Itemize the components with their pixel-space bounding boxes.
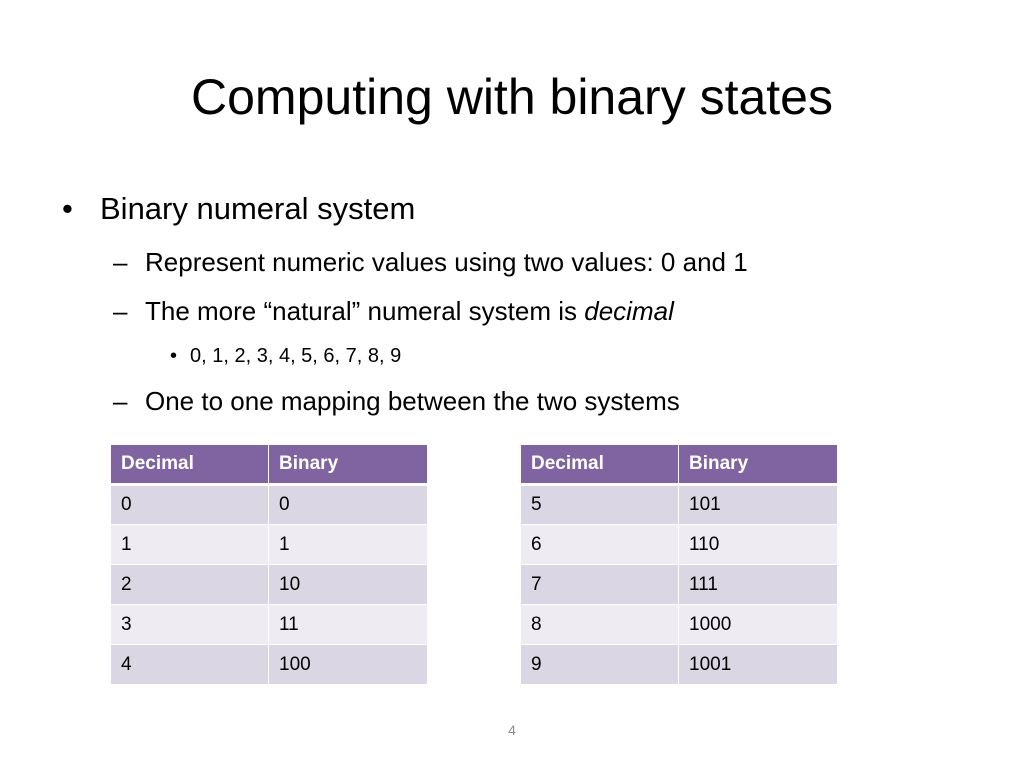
table-row xyxy=(111,485,428,525)
mapping-table-left xyxy=(110,444,428,685)
decimal-cell: 0 xyxy=(111,485,269,525)
bullet-represent-values: Represent numeric values using two values: 0 and 1 xyxy=(145,247,748,277)
table-row xyxy=(521,565,838,605)
decimal-cell: 7 xyxy=(521,565,679,605)
binary-cell: 0 xyxy=(269,485,428,525)
page-number: 4 xyxy=(508,722,516,738)
dash-marker: – xyxy=(113,247,128,277)
binary-cell: 101 xyxy=(679,485,838,525)
decimal-cell: 6 xyxy=(521,525,679,565)
table-header-row xyxy=(521,445,838,485)
decimal-cell: 8 xyxy=(521,605,679,645)
bullet-binary-numeral-system: Binary numeral system xyxy=(100,191,416,226)
binary-cell: 1001 xyxy=(679,645,838,685)
bullet-marker: • xyxy=(170,345,178,367)
bullet-natural-system xyxy=(145,293,674,329)
binary-cell: 10 xyxy=(269,565,428,605)
header-decimal: Decimal xyxy=(521,445,679,485)
decimal-cell: 1 xyxy=(111,525,269,565)
slide-title: Computing with binary states xyxy=(191,69,833,125)
table-row xyxy=(521,605,838,645)
mapping-table-right xyxy=(520,444,838,685)
binary-cell: 111 xyxy=(679,565,838,605)
bullet-marker: • xyxy=(62,191,73,226)
table-row xyxy=(111,525,428,565)
bullet-natural-system-text: The more “natural” numeral system is xyxy=(145,296,585,326)
table-row xyxy=(111,565,428,605)
header-decimal: Decimal xyxy=(111,445,269,485)
binary-cell: 100 xyxy=(269,645,428,685)
decimal-cell: 4 xyxy=(111,645,269,685)
table-row xyxy=(521,525,838,565)
table-row xyxy=(521,485,838,525)
dash-marker: – xyxy=(113,296,128,326)
dash-marker: – xyxy=(113,386,128,416)
binary-cell: 1000 xyxy=(679,605,838,645)
table-row xyxy=(521,645,838,685)
decimal-cell: 3 xyxy=(111,605,269,645)
bullet-decimal-digits: 0, 1, 2, 3, 4, 5, 6, 7, 8, 9 xyxy=(190,345,402,367)
decimal-emphasis: decimal xyxy=(584,296,674,326)
binary-cell: 110 xyxy=(679,525,838,565)
decimal-cell: 9 xyxy=(521,645,679,685)
binary-cell: 11 xyxy=(269,605,428,645)
table-header-row xyxy=(111,445,428,485)
header-binary: Binary xyxy=(269,445,428,485)
header-binary: Binary xyxy=(679,445,838,485)
binary-cell: 1 xyxy=(269,525,428,565)
decimal-cell: 2 xyxy=(111,565,269,605)
decimal-cell: 5 xyxy=(521,485,679,525)
table-row xyxy=(111,645,428,685)
bullet-one-to-one-mapping: One to one mapping between the two systems xyxy=(145,386,680,416)
table-row xyxy=(111,605,428,645)
